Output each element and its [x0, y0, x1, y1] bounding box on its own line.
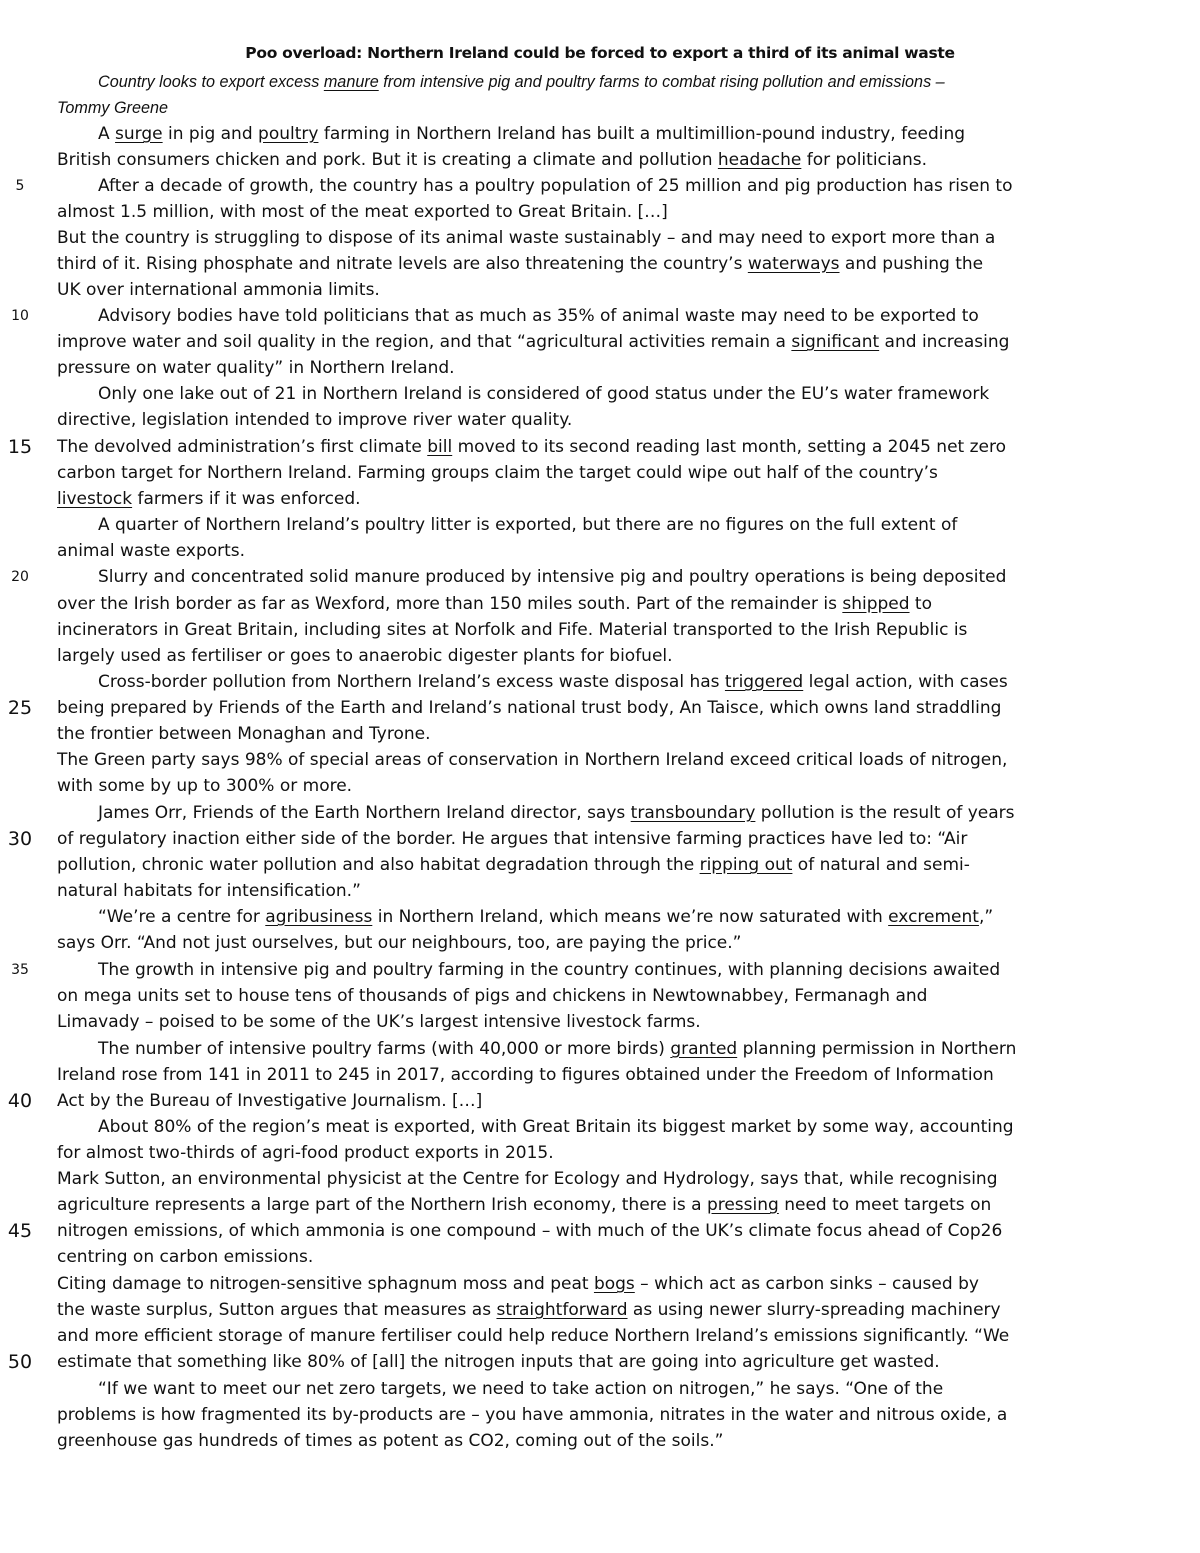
text-segment: to: [909, 594, 933, 614]
text-segment: Only one lake out of 21 in Northern Ireland is considered of good status under the EU’s water framework: [98, 384, 990, 404]
text-segment: farmers if it was enforced.: [132, 489, 361, 509]
article-text-line: [98, 306, 979, 326]
underlined-word: manure: [323, 73, 379, 91]
article-text-line: [98, 124, 965, 144]
text-segment: Citing damage to nitrogen-sensitive sphagnum moss and peat: [57, 1274, 594, 1294]
article-text-line: [57, 358, 455, 378]
article-subtitle-line: [98, 72, 945, 92]
text-segment: improve water and soil quality in the region, and that “agricultural activities remain a: [57, 332, 792, 352]
text-segment: directive, legislation intended to improve river water quality.: [57, 410, 573, 430]
line-number: 15: [7, 436, 33, 458]
line-number: 10: [11, 308, 29, 324]
article-text-line: [57, 541, 245, 561]
text-segment: estimate that something like 80% of [all] the nitrogen inputs that are going into agriculture get wasted.: [57, 1352, 940, 1372]
article-text-line: [57, 829, 967, 849]
text-segment: and more efficient storage of manure fertiliser could help reduce Northern Ireland’s emissions significantly. “We: [57, 1326, 1010, 1346]
text-segment: need to meet targets on: [778, 1195, 992, 1215]
text-segment: over the Irish border as far as Wexford, more than 150 miles south. Part of the remainder is: [57, 594, 843, 614]
text-segment: Mark Sutton, an environmental physicist at the Centre for Ecology and Hydrology, says that, while recognising: [57, 1169, 998, 1189]
line-number: 50: [7, 1351, 33, 1373]
text-segment: in Northern Ireland, which means we’re now saturated with: [372, 907, 889, 927]
article-text-line: [57, 228, 995, 248]
text-segment: “We’re a centre for: [98, 907, 266, 927]
article-text-line: [57, 1012, 701, 1032]
text-segment: greenhouse gas hundreds of times as potent as CO2, coming out of the soils.”: [57, 1431, 724, 1451]
text-segment: problems is how fragmented its by-products are – you have ammonia, nitrates in the water and nitrous oxide, a: [57, 1405, 1008, 1425]
text-segment: James Orr, Friends of the Earth Northern Ireland director, says: [98, 803, 631, 823]
text-segment: largely used as fertiliser or goes to anaerobic digester plants for biofuel.: [57, 646, 673, 666]
text-segment: nitrogen emissions, of which ammonia is one compound – with much of the UK’s climate focus ahead of Cop26: [57, 1221, 1003, 1241]
article-text-line: [98, 1117, 1014, 1137]
line-number: 5: [15, 178, 25, 194]
article-text-line: [57, 1195, 991, 1215]
line-number: 45: [7, 1220, 33, 1242]
text-segment: of regulatory inaction either side of the border. He argues that intensive farming practices have led to: “Air: [57, 829, 968, 849]
text-segment: moved to its second reading last month, setting a 2045 net zero: [452, 437, 1007, 457]
text-segment: farming in Northern Ireland has built a multimillion-pound industry, feeding: [318, 124, 966, 144]
article-text-line: [57, 1091, 482, 1111]
text-segment: Cross-border pollution from Northern Ireland’s excess waste disposal has: [98, 672, 725, 692]
article-text-line: [98, 960, 1000, 980]
article-text-line: [57, 437, 1006, 457]
text-segment: from intensive pig and poultry farms to combat rising pollution and emissions –: [378, 73, 945, 91]
text-segment: almost 1.5 million, with most of the meat exported to Great Britain. […]: [57, 202, 668, 222]
text-segment: A: [98, 124, 116, 144]
article-text-line: [57, 881, 361, 901]
text-segment: But the country is struggling to dispose of its animal waste sustainably – and may need to export more than a: [57, 228, 996, 248]
text-segment: as using newer slurry-spreading machinery: [627, 1300, 1001, 1320]
article-text-line: [57, 1247, 313, 1267]
article-text-line: [98, 176, 1013, 196]
underlined-word: granted: [670, 1039, 738, 1059]
text-segment: The number of intensive poultry farms (with 40,000 or more birds): [98, 1039, 671, 1059]
text-segment: and pushing the: [839, 254, 984, 274]
text-segment: and increasing: [879, 332, 1010, 352]
article-text-line: [57, 1221, 1002, 1241]
text-segment: the frontier between Monaghan and Tyrone.: [57, 724, 431, 744]
text-segment: British consumers chicken and pork. But it is creating a climate and pollution: [57, 150, 718, 170]
line-number: 30: [7, 828, 33, 850]
underlined-word: pressing: [706, 1195, 779, 1215]
article-text-line: [57, 855, 970, 875]
text-segment: Slurry and concentrated solid manure produced by intensive pig and poultry operations is being deposited: [98, 567, 1007, 587]
text-segment: agriculture represents a large part of the Northern Irish economy, there is a: [57, 1195, 707, 1215]
text-segment: The growth in intensive pig and poultry farming in the country continues, with planning decisions awaited: [98, 960, 1001, 980]
text-segment: planning permission in Northern: [737, 1039, 1017, 1059]
article-text-line: [57, 1274, 979, 1294]
text-segment: pollution, chronic water pollution and also habitat degradation through the: [57, 855, 700, 875]
underlined-word: surge: [115, 124, 163, 144]
line-number: 25: [7, 697, 33, 719]
underlined-word: ripping out: [699, 855, 793, 875]
underlined-word: headache: [717, 150, 802, 170]
article-subtitle-line: [57, 98, 168, 118]
text-segment: third of it. Rising phosphate and nitrate levels are also threatening the country’s: [57, 254, 748, 274]
article-text-line: [57, 698, 1001, 718]
line-number: 40: [7, 1090, 33, 1112]
text-segment: Advisory bodies have told politicians that as much as 35% of animal waste may need to be exported to: [98, 306, 979, 326]
text-segment: pressure on water quality” in Northern Ireland.: [57, 358, 455, 378]
article-text-line: [98, 672, 1008, 692]
line-number: 35: [11, 962, 29, 978]
underlined-word: excrement: [888, 907, 979, 927]
article-text-line: [57, 1405, 1007, 1425]
underlined-word: agribusiness: [265, 907, 373, 927]
text-segment: on mega units set to house tens of thousands of pigs and chickens in Newtownabbey, Fermanagh and: [57, 986, 928, 1006]
text-segment: After a decade of growth, the country has a poultry population of 25 million and pig production has risen to: [98, 176, 1013, 196]
article-text-line: [57, 254, 983, 274]
article-text-line: [57, 724, 431, 744]
article-title: Poo overload: Northern Ireland could be forced to export a third of its animal waste: [245, 44, 955, 62]
text-segment: the waste surplus, Sutton argues that measures as: [57, 1300, 497, 1320]
article-text-line: [57, 776, 352, 796]
text-segment: carbon target for Northern Ireland. Farming groups claim the target could wipe out half of the country’s: [57, 463, 938, 483]
text-segment: The Green party says 98% of special areas of conservation in Northern Ireland exceed critical loads of nitrogen,: [57, 750, 1008, 770]
underlined-word: bogs: [593, 1274, 635, 1294]
underlined-word: livestock: [57, 489, 133, 509]
text-segment: in pig and: [162, 124, 259, 144]
article-text-line: [57, 332, 1009, 352]
text-segment: Act by the Bureau of Investigative Journalism. […]: [57, 1091, 483, 1111]
text-segment: with some by up to 300% or more.: [57, 776, 353, 796]
underlined-word: straightforward: [496, 1300, 628, 1320]
article-text-line: [57, 1431, 723, 1451]
article-text-line: [98, 907, 993, 927]
article-text-line: [57, 463, 938, 483]
article-text-line: [57, 150, 927, 170]
article-text-line: [98, 1379, 943, 1399]
text-segment: pollution is the result of years: [755, 803, 1015, 823]
text-segment: Country looks to export excess: [98, 73, 324, 91]
text-segment: “If we want to meet our net zero targets, we need to take action on nitrogen,” he says. “One of the: [98, 1379, 944, 1399]
underlined-word: transboundary: [630, 803, 756, 823]
article-text-line: [57, 1143, 554, 1163]
underlined-word: bill: [427, 437, 453, 457]
article-text-line: [57, 1169, 998, 1189]
article-text-line: [57, 410, 572, 430]
line-number: 20: [11, 569, 29, 585]
article-text-line: [57, 202, 668, 222]
text-segment: About 80% of the region’s meat is exported, with Great Britain its biggest market by some way, accounting: [98, 1117, 1014, 1137]
underlined-word: poultry: [258, 124, 319, 144]
article-text-line: [57, 489, 361, 509]
article-text-line: [57, 620, 967, 640]
article-text-line: [57, 594, 932, 614]
text-segment: being prepared by Friends of the Earth and Ireland’s national trust body, An Taisce, which owns land straddling: [57, 698, 1002, 718]
article-text-line: [98, 384, 989, 404]
article-text-line: [57, 1326, 1009, 1346]
text-segment: Limavady – poised to be some of the UK’s largest intensive livestock farms.: [57, 1012, 701, 1032]
text-segment: of natural and semi-: [792, 855, 970, 875]
article-text-line: [57, 1300, 1001, 1320]
text-segment: for almost two-thirds of agri-food product exports in 2015.: [57, 1143, 554, 1163]
text-segment: Ireland rose from 141 in 2011 to 245 in 2017, according to figures obtained under the Freedom of Information: [57, 1065, 994, 1085]
underlined-word: triggered: [724, 672, 804, 692]
text-segment: centring on carbon emissions.: [57, 1247, 314, 1267]
article-text-line: [57, 646, 673, 666]
underlined-word: shipped: [842, 594, 910, 614]
text-segment: UK over international ammonia limits.: [57, 280, 380, 300]
article-text-line: [57, 986, 927, 1006]
text-segment: says Orr. “And not just ourselves, but our neighbours, too, are paying the price.”: [57, 933, 742, 953]
text-segment: for politicians.: [801, 150, 928, 170]
article-text-line: [57, 1352, 940, 1372]
underlined-word: waterways: [747, 254, 840, 274]
text-segment: – which act as carbon sinks – caused by: [634, 1274, 979, 1294]
text-segment: animal waste exports.: [57, 541, 246, 561]
text-segment: The devolved administration’s first climate: [57, 437, 428, 457]
text-segment: A quarter of Northern Ireland’s poultry litter is exported, but there are no figures on the full extent of: [98, 515, 958, 535]
text-segment: Tommy Greene: [57, 99, 168, 117]
text-segment: legal action, with cases: [803, 672, 1008, 692]
text-segment: incinerators in Great Britain, including sites at Norfolk and Fife. Material transported to the Irish Republic is: [57, 620, 968, 640]
article-text-line: [98, 803, 1015, 823]
article-text-line: [57, 1065, 994, 1085]
text-segment: ,”: [978, 907, 994, 927]
underlined-word: significant: [791, 332, 880, 352]
article-text-line: [98, 515, 957, 535]
text-segment: natural habitats for intensification.”: [57, 881, 361, 901]
article-text-line: [98, 1039, 1016, 1059]
article-text-line: [57, 933, 741, 953]
article-text-line: [98, 567, 1006, 587]
article-text-line: [57, 750, 1007, 770]
article-text-line: [57, 280, 380, 300]
